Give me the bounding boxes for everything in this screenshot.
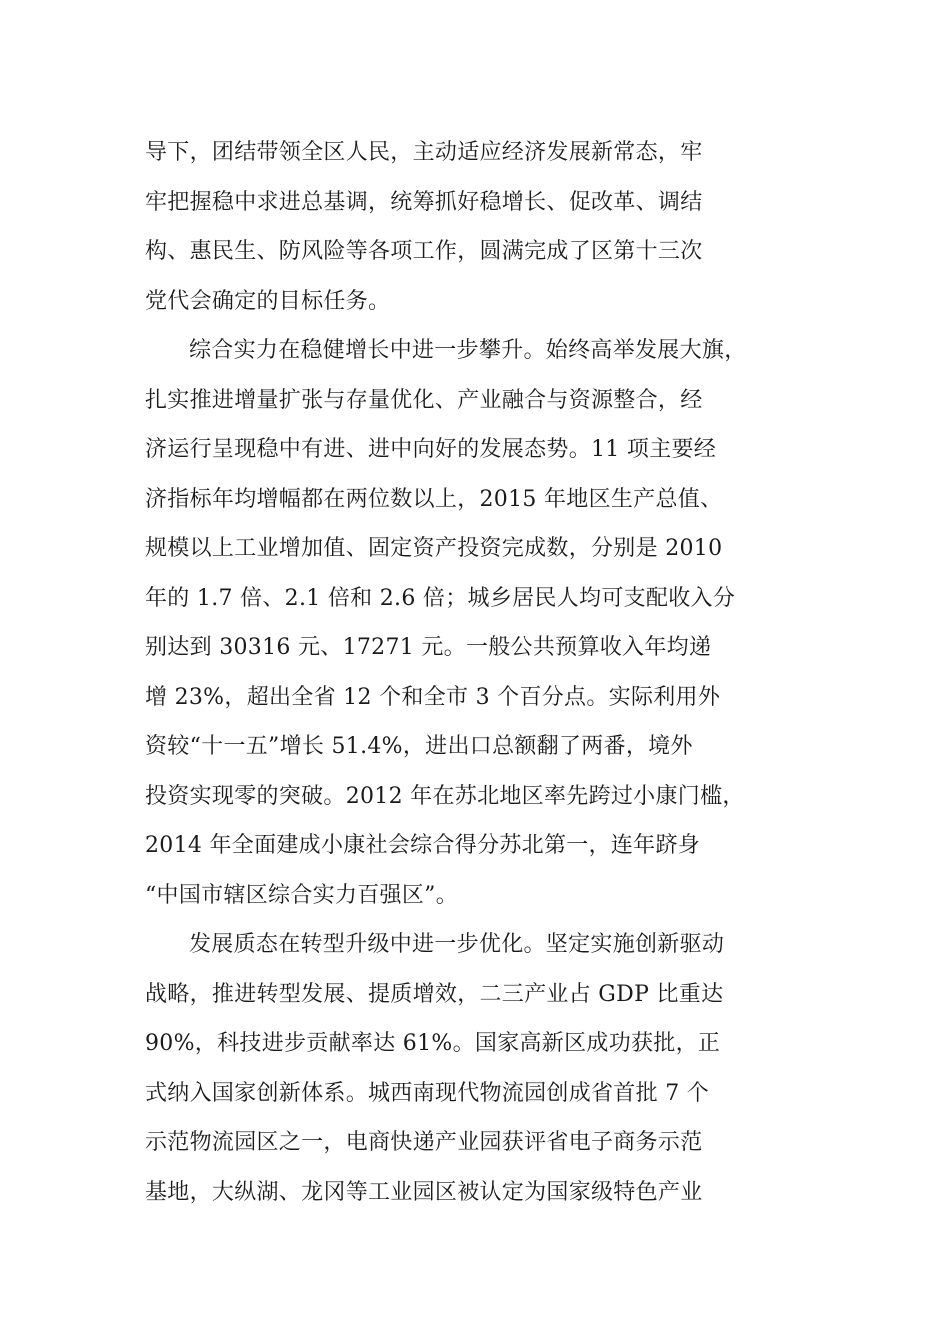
text-line: 示范物流园区之一，电商快递产业园获评省电子商务示范 — [145, 1130, 703, 1155]
text-line: 战略，推进转型发展、提质增效，二三产业占 GDP 比重达 — [145, 981, 724, 1007]
paragraph-comprehensive-strength — [145, 326, 815, 920]
text-line: “中国市辖区综合实力百强区”。 — [145, 882, 458, 908]
text-line: 投资实现零的突破。2012 年在苏北地区率先跨过小康门槛， — [145, 783, 745, 809]
text-line: 90%，科技进步贡献率达 61%。国家高新区成功获批，正 — [145, 1031, 721, 1056]
text-line: 构、惠民生、防风险等各项工作，圆满完成了区第十三次 — [145, 239, 703, 264]
paragraph-development-quality — [145, 920, 815, 1217]
text-line: 规模以上工业增加值、固定资产投资完成数，分别是 2010 — [145, 536, 723, 561]
text-line: 2014 年全面建成小康社会综合得分苏北第一，连年跻身 — [145, 833, 701, 858]
text-line: 综合实力在稳健增长中进一步攀升。始终高举发展大旗， — [189, 338, 747, 363]
text-line: 资较“十一五”增长 51.4%，进出口总额翻了两番，境外 — [145, 734, 693, 759]
text-line: 基地，大纵湖、龙冈等工业园区被认定为国家级特色产业 — [145, 1179, 703, 1205]
text-line: 济运行呈现稳中有进、进中向好的发展态势。11 项主要经 — [145, 437, 717, 462]
paragraph-continuation — [145, 128, 815, 326]
text-line: 牢把握稳中求进总基调，统筹抓好稳增长、促改革、调结 — [145, 189, 703, 215]
text-line: 党代会确定的目标任务。 — [145, 288, 391, 314]
text-line: 年的 1.7 倍、2.1 倍和 2.6 倍；城乡居民人均可支配收入分 — [145, 585, 736, 611]
text-line: 济指标年均增幅都在两位数以上，2015 年地区生产总值、 — [145, 486, 723, 512]
text-line: 式纳入国家创新体系。城西南现代物流园创成省首批 7 个 — [145, 1080, 710, 1106]
text-line: 别达到 30316 元、17271 元。一般公共预算收入年均递 — [145, 635, 712, 660]
text-line: 扎实推进增量扩张与存量优化、产业融合与资源整合，经 — [145, 387, 703, 413]
document-body — [145, 128, 815, 1217]
text-line: 发展质态在转型升级中进一步优化。坚定实施创新驱动 — [189, 932, 725, 957]
text-line: 导下，团结带领全区人民，主动适应经济发展新常态，牢 — [145, 140, 703, 165]
text-line: 增 23%，超出全省 12 个和全市 3 个百分点。实际利用外 — [145, 684, 721, 710]
